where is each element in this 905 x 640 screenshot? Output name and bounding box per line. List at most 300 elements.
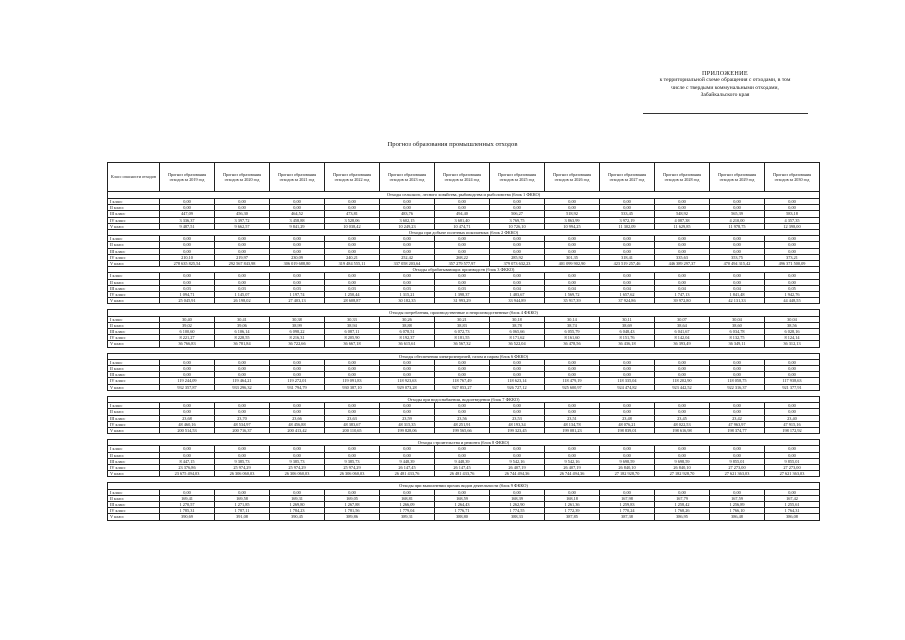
value-cell: 0,00: [435, 199, 490, 205]
value-cell: 1 785,31: [160, 508, 215, 514]
value-cell: 533,45: [600, 211, 655, 217]
value-cell: 494,40: [435, 211, 490, 217]
hazard-class-label: III класс: [108, 501, 160, 507]
value-cell: 36 436,18: [600, 341, 655, 347]
value-cell: 10 474,71: [435, 223, 490, 229]
value-cell: 36 766,83: [160, 341, 215, 347]
hazard-class-label: IV класс: [108, 421, 160, 427]
section-title: Отходы обеспечения электроэнергией, газом и паром (блок 6 ФККО): [108, 353, 820, 359]
value-cell: 0,00: [325, 273, 380, 279]
value-cell: 0,00: [215, 199, 270, 205]
value-cell: 0,00: [160, 279, 215, 285]
value-cell: 240,21: [325, 254, 380, 260]
value-cell: 0,00: [545, 366, 600, 372]
value-cell: 30,11: [600, 316, 655, 322]
section-title: Отходы потребления, производственные и непроизводственные (блок 4 ФККО): [108, 310, 820, 316]
value-cell: 401 099 902,90: [545, 261, 600, 267]
value-cell: 929 073,28: [380, 384, 435, 390]
value-cell: 1 145,07: [215, 292, 270, 298]
value-cell: 446 389 297,37: [655, 261, 710, 267]
value-cell: 0,00: [655, 236, 710, 242]
value-cell: 932 357,87: [160, 384, 215, 390]
value-cell: 0,00: [655, 409, 710, 415]
value-cell: 0,00: [435, 279, 490, 285]
value-cell: 0,00: [270, 242, 325, 248]
value-cell: 0,00: [215, 248, 270, 254]
value-cell: 36 522,04: [490, 341, 545, 347]
value-cell: 12 398,00: [765, 223, 820, 229]
value-cell: 48 534,97: [215, 421, 270, 427]
value-cell: 0,00: [270, 273, 325, 279]
value-cell: 0,00: [490, 403, 545, 409]
value-cell: 0,00: [765, 372, 820, 378]
value-cell: 0,00: [490, 359, 545, 365]
value-cell: 0,00: [435, 242, 490, 248]
hazard-class-label: I класс: [108, 236, 160, 242]
value-cell: 1 787,11: [215, 508, 270, 514]
value-cell: 921 377,91: [765, 384, 820, 390]
column-header-year: Прогноз образования отходов за 2023 год: [380, 163, 435, 192]
value-cell: 0,00: [600, 242, 655, 248]
value-cell: 27 273,00: [765, 464, 820, 470]
value-cell: 0,00: [655, 248, 710, 254]
value-cell: 30,14: [545, 316, 600, 322]
value-cell: 0,00: [380, 242, 435, 248]
value-cell: 506,27: [490, 211, 545, 217]
value-cell: 38,64: [655, 322, 710, 328]
value-cell: 23,40: [765, 415, 820, 421]
value-cell: 0,00: [490, 242, 545, 248]
value-cell: 1 250,44: [325, 292, 380, 298]
hazard-class-label: IV класс: [108, 292, 160, 298]
value-cell: 31 993,29: [435, 298, 490, 304]
value-cell: 0,00: [380, 199, 435, 205]
value-cell: 9 385,73: [270, 458, 325, 464]
document-title: Прогноз образования промышленных отходов: [387, 141, 518, 148]
value-cell: 30,38: [270, 316, 325, 322]
value-cell: 0,00: [380, 372, 435, 378]
value-cell: 925 600,97: [545, 384, 600, 390]
value-cell: 0,00: [765, 236, 820, 242]
value-cell: 0,00: [710, 489, 765, 495]
value-cell: 0,05: [765, 285, 820, 291]
value-cell: 0,00: [490, 452, 545, 458]
value-cell: 0,00: [215, 366, 270, 372]
appendix-line: к территориальной схеме обращения с отходами, в том: [659, 77, 791, 84]
value-cell: 30,07: [655, 316, 710, 322]
value-cell: 6 041,67: [655, 329, 710, 335]
value-cell: 0,00: [710, 446, 765, 452]
value-cell: 0,00: [710, 199, 765, 205]
value-cell: 6 087,11: [325, 329, 380, 335]
hazard-class-label: IV класс: [108, 254, 160, 260]
value-cell: 36 781,84: [215, 341, 270, 347]
value-cell: 8 132,75: [710, 335, 765, 341]
value-cell: 1 259,83: [600, 501, 655, 507]
value-cell: 6 078,51: [380, 329, 435, 335]
value-cell: 168,18: [545, 495, 600, 501]
value-cell: 0,00: [490, 279, 545, 285]
value-cell: 0,00: [160, 236, 215, 242]
value-cell: 26 744 494,36: [545, 471, 600, 477]
value-cell: 0,00: [325, 279, 380, 285]
value-cell: 38,69: [600, 322, 655, 328]
value-cell: 23,66: [270, 415, 325, 421]
value-cell: 23 376,86: [160, 464, 215, 470]
value-cell: 9 855,01: [765, 458, 820, 464]
value-cell: 0,00: [270, 205, 325, 211]
value-cell: 0,00: [655, 199, 710, 205]
value-cell: 0,00: [545, 452, 600, 458]
value-cell: 0,00: [600, 205, 655, 211]
value-cell: 0,00: [600, 273, 655, 279]
value-cell: 0,00: [160, 409, 215, 415]
value-cell: 38,56: [765, 322, 820, 328]
value-cell: 11 629,85: [655, 223, 710, 229]
value-cell: 278 635 825,54: [160, 261, 215, 267]
value-cell: 1 776,71: [435, 508, 490, 514]
value-cell: 0,00: [600, 489, 655, 495]
value-cell: 292 567 843,98: [215, 261, 270, 267]
value-cell: 0,00: [160, 199, 215, 205]
value-cell: 389,31: [380, 514, 435, 520]
value-cell: 0,00: [270, 248, 325, 254]
value-cell: 8 181,55: [435, 335, 490, 341]
value-cell: 0,00: [160, 366, 215, 372]
value-cell: 1 768,26: [655, 508, 710, 514]
hazard-class-label: III класс: [108, 248, 160, 254]
value-cell: 6 098,22: [270, 329, 325, 335]
value-cell: 48 022,53: [655, 421, 710, 427]
value-cell: 0,00: [435, 248, 490, 254]
value-cell: 198 374,77: [710, 427, 765, 433]
value-cell: 48 193,34: [490, 421, 545, 427]
value-cell: 388,80: [435, 514, 490, 520]
value-cell: 119 272,01: [270, 378, 325, 384]
value-cell: 389,86: [325, 514, 380, 520]
value-cell: 0,00: [160, 452, 215, 458]
value-cell: 6 055,79: [545, 329, 600, 335]
value-cell: 48 134,78: [545, 421, 600, 427]
value-cell: 1 256,89: [710, 501, 765, 507]
value-cell: 0,00: [765, 273, 820, 279]
value-cell: 0,00: [655, 359, 710, 365]
value-cell: 1 258,42: [655, 501, 710, 507]
value-cell: 0,00: [710, 452, 765, 458]
value-cell: 198 172,92: [765, 427, 820, 433]
value-cell: 0,04: [490, 285, 545, 291]
value-cell: 23,68: [160, 415, 215, 421]
value-cell: 30,18: [490, 316, 545, 322]
value-cell: 0,00: [545, 489, 600, 495]
value-cell: 0,00: [600, 452, 655, 458]
value-cell: 36 567,32: [435, 341, 490, 347]
value-cell: 0,00: [710, 359, 765, 365]
value-cell: 8 192,37: [380, 335, 435, 341]
value-cell: 0,00: [545, 279, 600, 285]
value-cell: 0,00: [710, 248, 765, 254]
value-cell: 268,22: [435, 254, 490, 260]
value-cell: 0,00: [655, 446, 710, 452]
value-cell: 0,00: [490, 248, 545, 254]
value-cell: 3 681,40: [435, 217, 490, 223]
value-cell: 3 397,72: [215, 217, 270, 223]
value-cell: 8 205,90: [325, 335, 380, 341]
value-cell: 0,00: [765, 409, 820, 415]
value-cell: 0,00: [545, 409, 600, 415]
value-cell: 10 038,42: [325, 223, 380, 229]
value-cell: 0,00: [710, 366, 765, 372]
value-cell: 931 794,79: [270, 384, 325, 390]
column-header-year: Прогноз образования отходов за 2021 год: [270, 163, 325, 192]
column-header-year: Прогноз образования отходов за 2019 год: [160, 163, 215, 192]
value-cell: 0,00: [435, 446, 490, 452]
value-cell: 118 767,49: [435, 378, 490, 384]
value-cell: 0,00: [600, 236, 655, 242]
value-cell: 386,95: [655, 514, 710, 520]
value-cell: 4 087,38: [655, 217, 710, 223]
value-cell: 353,75: [710, 254, 765, 260]
value-cell: 48 315,35: [380, 421, 435, 427]
value-cell: 0,00: [765, 242, 820, 248]
value-cell: 0,00: [380, 236, 435, 242]
value-cell: 0,00: [490, 273, 545, 279]
value-cell: 0,00: [655, 366, 710, 372]
value-cell: 0,00: [655, 279, 710, 285]
value-cell: 0,00: [655, 403, 710, 409]
value-cell: 1 264,43: [435, 501, 490, 507]
value-cell: 518,92: [545, 211, 600, 217]
value-cell: 0,00: [490, 446, 545, 452]
value-cell: 0,00: [545, 372, 600, 378]
value-cell: 25 045,91: [160, 298, 215, 304]
value-cell: 473,81: [325, 211, 380, 217]
value-cell: 0,00: [490, 366, 545, 372]
value-cell: 219,97: [215, 254, 270, 260]
value-cell: 39 972,80: [655, 298, 710, 304]
value-cell: 0,00: [215, 359, 270, 365]
hazard-class-label: I класс: [108, 273, 160, 279]
value-cell: 25 974,29: [215, 464, 270, 470]
hazard-class-label: III класс: [108, 372, 160, 378]
value-cell: 0,00: [490, 236, 545, 242]
value-cell: 26 840,10: [655, 464, 710, 470]
value-cell: 0,00: [325, 359, 380, 365]
value-cell: 0,00: [325, 199, 380, 205]
value-cell: 26 407,19: [545, 464, 600, 470]
value-cell: 9 841,29: [270, 223, 325, 229]
value-cell: 0,00: [435, 273, 490, 279]
value-cell: 0,00: [325, 372, 380, 378]
column-header-year: Прогноз образования отходов за 2026 год: [545, 163, 600, 192]
value-cell: 0,00: [160, 273, 215, 279]
forecast-table: [107, 162, 820, 521]
value-cell: 26 481 433,76: [380, 471, 435, 477]
value-cell: 0,00: [545, 199, 600, 205]
hazard-class-label: II класс: [108, 495, 160, 501]
value-cell: 30,26: [380, 316, 435, 322]
value-cell: 0,00: [160, 489, 215, 495]
value-cell: 23 675 494,03: [160, 471, 215, 477]
value-cell: 285,92: [490, 254, 545, 260]
value-cell: 200 716,37: [215, 427, 270, 433]
value-cell: 8 151,76: [600, 335, 655, 341]
value-cell: 0,00: [765, 446, 820, 452]
value-cell: 0,00: [160, 242, 215, 248]
hazard-class-label: II класс: [108, 452, 160, 458]
hazard-class-label: V класс: [108, 298, 160, 304]
value-cell: 318,41: [600, 254, 655, 260]
value-cell: 199 828,06: [380, 427, 435, 433]
hazard-class-label: V класс: [108, 471, 160, 477]
value-cell: 0,00: [765, 366, 820, 372]
value-cell: 25 974,29: [325, 464, 380, 470]
value-cell: 9 487,51: [160, 223, 215, 229]
appendix-block: [640, 70, 810, 114]
value-cell: 0,00: [215, 279, 270, 285]
value-cell: 0,00: [655, 489, 710, 495]
value-cell: 0,00: [160, 248, 215, 254]
value-cell: 23,42: [710, 415, 765, 421]
value-cell: 0,00: [435, 409, 490, 415]
value-cell: 8 216,31: [270, 335, 325, 341]
value-cell: 0,00: [545, 403, 600, 409]
value-cell: 48 383,67: [325, 421, 380, 427]
value-cell: 37 924,86: [600, 298, 655, 304]
hazard-class-label: III класс: [108, 458, 160, 464]
value-cell: 1 781,56: [325, 508, 380, 514]
column-header-year: Прогноз образования отходов за 2029 год: [710, 163, 765, 192]
hazard-class-label: I класс: [108, 403, 160, 409]
value-cell: 27 182 928,70: [600, 471, 655, 477]
value-cell: 26 198,02: [215, 298, 270, 304]
value-cell: 0,00: [215, 489, 270, 495]
value-cell: 0,00: [160, 403, 215, 409]
value-cell: 1 764,31: [765, 508, 820, 514]
value-cell: 38,94: [325, 322, 380, 328]
value-cell: 1 569,72: [545, 292, 600, 298]
value-cell: 30,40: [160, 316, 215, 322]
value-cell: 0,00: [215, 403, 270, 409]
value-cell: 0,00: [435, 359, 490, 365]
value-cell: 1 779,04: [380, 508, 435, 514]
section-title: Отходы обрабатывающих производств (блок 3 ФККО): [108, 267, 820, 273]
value-cell: 169,31: [270, 495, 325, 501]
table-header-row: [108, 163, 820, 192]
column-header-year: Прогноз образования отходов за 2030 год: [765, 163, 820, 192]
hazard-class-label: V класс: [108, 223, 160, 229]
value-cell: 1 197,74: [270, 292, 325, 298]
value-cell: 1 271,85: [215, 501, 270, 507]
value-cell: 930 387,10: [325, 384, 380, 390]
value-cell: 47 915,16: [765, 421, 820, 427]
hazard-class-label: III класс: [108, 285, 160, 291]
value-cell: 119 244,09: [160, 378, 215, 384]
value-cell: 3 769,75: [490, 217, 545, 223]
value-cell: 199 565,66: [435, 427, 490, 433]
value-cell: 3 528,06: [325, 217, 380, 223]
value-cell: 118 623,14: [490, 378, 545, 384]
value-cell: 0,00: [325, 242, 380, 248]
value-cell: 0,00: [490, 372, 545, 378]
value-cell: 0,00: [600, 366, 655, 372]
value-cell: 0,00: [215, 273, 270, 279]
value-cell: 38,88: [380, 322, 435, 328]
value-cell: 10 249,23: [380, 223, 435, 229]
value-cell: 1 784,23: [270, 508, 325, 514]
value-cell: 0,00: [655, 242, 710, 248]
value-cell: 9 385,73: [325, 458, 380, 464]
value-cell: 0,00: [710, 279, 765, 285]
value-cell: 0,00: [325, 403, 380, 409]
hazard-class-label: I класс: [108, 489, 160, 495]
value-cell: 0,00: [325, 446, 380, 452]
value-cell: 0,04: [600, 285, 655, 291]
value-cell: 0,00: [435, 403, 490, 409]
value-cell: 119 464,21: [215, 378, 270, 384]
value-cell: 301,35: [545, 254, 600, 260]
value-cell: 464,52: [270, 211, 325, 217]
value-cell: 927 853,27: [435, 384, 490, 390]
value-cell: 0,00: [160, 446, 215, 452]
value-cell: 200 514,53: [160, 427, 215, 433]
value-cell: 0,00: [765, 279, 820, 285]
value-cell: 0,00: [325, 489, 380, 495]
hazard-class-label: IV класс: [108, 378, 160, 384]
value-cell: 36 667,18: [325, 341, 380, 347]
value-cell: 48 460,16: [160, 421, 215, 427]
value-cell: 26 306 060,03: [270, 471, 325, 477]
value-cell: 36 722,66: [270, 341, 325, 347]
value-cell: 1 841,48: [710, 292, 765, 298]
value-cell: 6 100,60: [160, 329, 215, 335]
value-cell: 167,59: [710, 495, 765, 501]
appendix-line: числе с твердыми коммунальными отходами,: [671, 84, 779, 91]
value-cell: 1 315,21: [380, 292, 435, 298]
value-cell: 0,00: [545, 236, 600, 242]
value-cell: 30,04: [765, 316, 820, 322]
value-cell: 167,42: [765, 495, 820, 501]
value-cell: 387,38: [600, 514, 655, 520]
value-cell: 0,04: [545, 285, 600, 291]
value-cell: 168,39: [490, 495, 545, 501]
value-cell: 9 448,39: [380, 458, 435, 464]
value-cell: 0,00: [710, 403, 765, 409]
value-cell: 0,00: [380, 359, 435, 365]
value-cell: 198 616,98: [655, 427, 710, 433]
value-cell: 0,00: [380, 403, 435, 409]
value-cell: 1 270,57: [160, 501, 215, 507]
value-cell: 0,00: [160, 205, 215, 211]
value-cell: 0,00: [325, 452, 380, 458]
value-cell: 926 727,12: [490, 384, 545, 390]
value-cell: 27 273,00: [710, 464, 765, 470]
value-cell: 169,58: [215, 495, 270, 501]
value-cell: 0,00: [600, 446, 655, 452]
value-cell: 0,00: [600, 409, 655, 415]
value-cell: 0,00: [380, 205, 435, 211]
value-cell: 3 863,99: [545, 217, 600, 223]
value-cell: 119 091,83: [325, 378, 380, 384]
value-cell: 6 048,43: [600, 329, 655, 335]
value-cell: 306 019 688,80: [270, 261, 325, 267]
value-cell: 9 855,01: [710, 458, 765, 464]
value-cell: 0,00: [765, 489, 820, 495]
value-cell: 38,74: [545, 322, 600, 328]
value-cell: 26 744 494,36: [490, 471, 545, 477]
value-cell: 0,00: [215, 452, 270, 458]
value-cell: 0,00: [325, 236, 380, 242]
